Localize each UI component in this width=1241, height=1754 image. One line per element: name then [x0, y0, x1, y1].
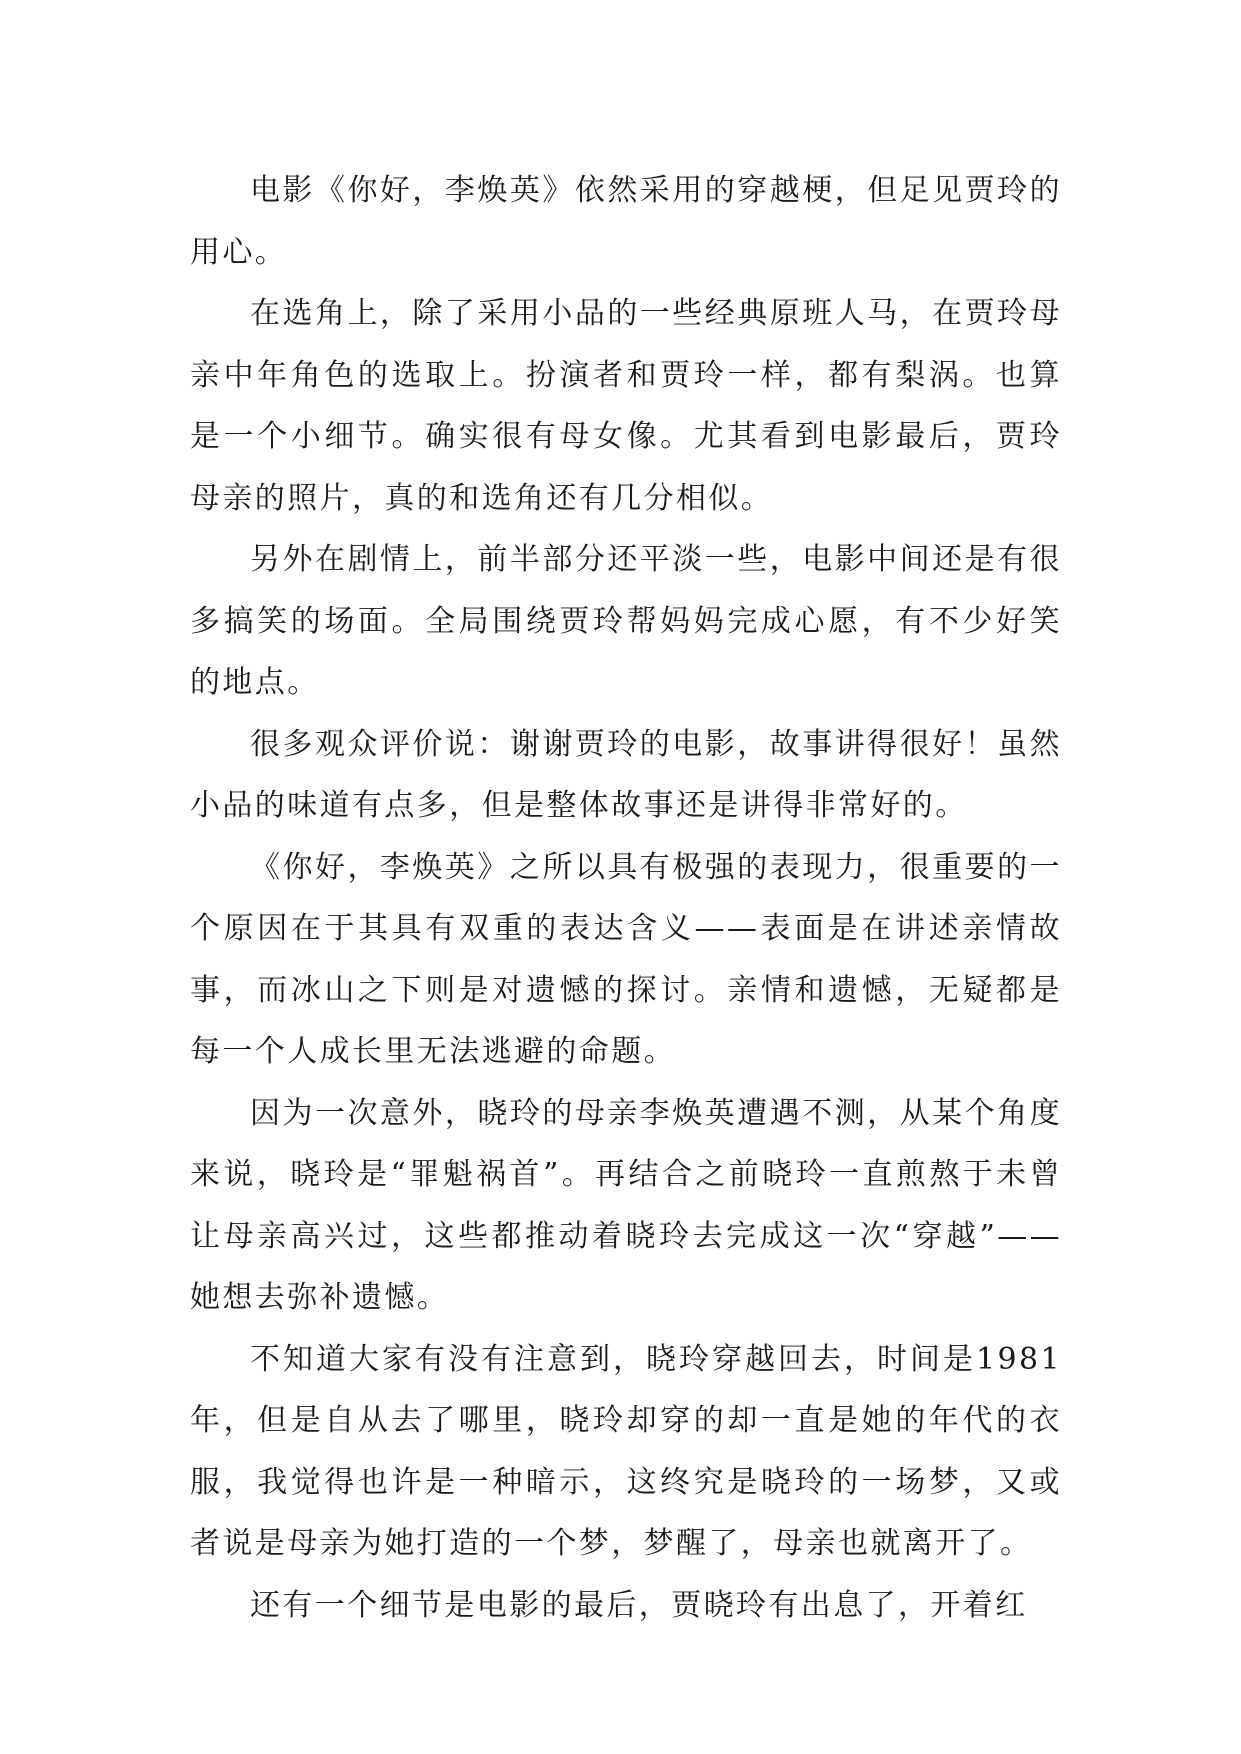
paragraph-2: 在选角上，除了采用小品的一些经典原班人马，在贾玲母亲中年角色的选取上。扮演者和贾玲一样，都有梨涡。也算是一个小细节。确实很有母女像。尤其看到电影最后，贾玲母亲的照片，真的和选角还有几分相似。 — [190, 296, 1062, 516]
paragraph-6: 因为一次意外，晓玲的母亲李焕英遭遇不测，从某个角度来说，晓玲是“罪魁祸首”。再结合之前晓玲一直煎熬于未曾让母亲高兴过，这些都推动着晓玲去完成这一次“穿越”——她想去弥补遗憾。 — [190, 1095, 1062, 1315]
paragraph-1: 电影《你好，李焕英》依然采用的穿越梗，但足见贾玲的用心。 — [190, 173, 1062, 270]
paragraph-7: 不知道大家有没有注意到，晓玲穿越回去，时间是1981年，但是自从去了哪里，晓玲却穿的却一直是她的年代的衣服，我觉得也许是一种暗示，这终究是晓玲的一场梦，又或者说是母亲为她打造的一个梦，梦醒了，母亲也就离开了。 — [190, 1341, 1062, 1561]
paragraph-4: 很多观众评价说：谢谢贾玲的电影，故事讲得很好！虽然小品的味道有点多，但是整体故事还是讲得非常好的。 — [190, 726, 1062, 823]
paragraph-5: 《你好，李焕英》之所以具有极强的表现力，很重要的一个原因在于其具有双重的表达含义——表面是在讲述亲情故事，而冰山之下则是对遗憾的探讨。亲情和遗憾，无疑都是每一个人成长里无法逃避的命题。 — [190, 849, 1062, 1069]
paragraph-3: 另外在剧情上，前半部分还平淡一些，电影中间还是有很多搞笑的场面。全局围绕贾玲帮妈妈完成心愿，有不少好笑的地点。 — [190, 542, 1062, 700]
paragraph-8: 还有一个细节是电影的最后，贾晓玲有出息了，开着红 — [250, 1587, 1028, 1623]
article-body — [190, 160, 1062, 1636]
